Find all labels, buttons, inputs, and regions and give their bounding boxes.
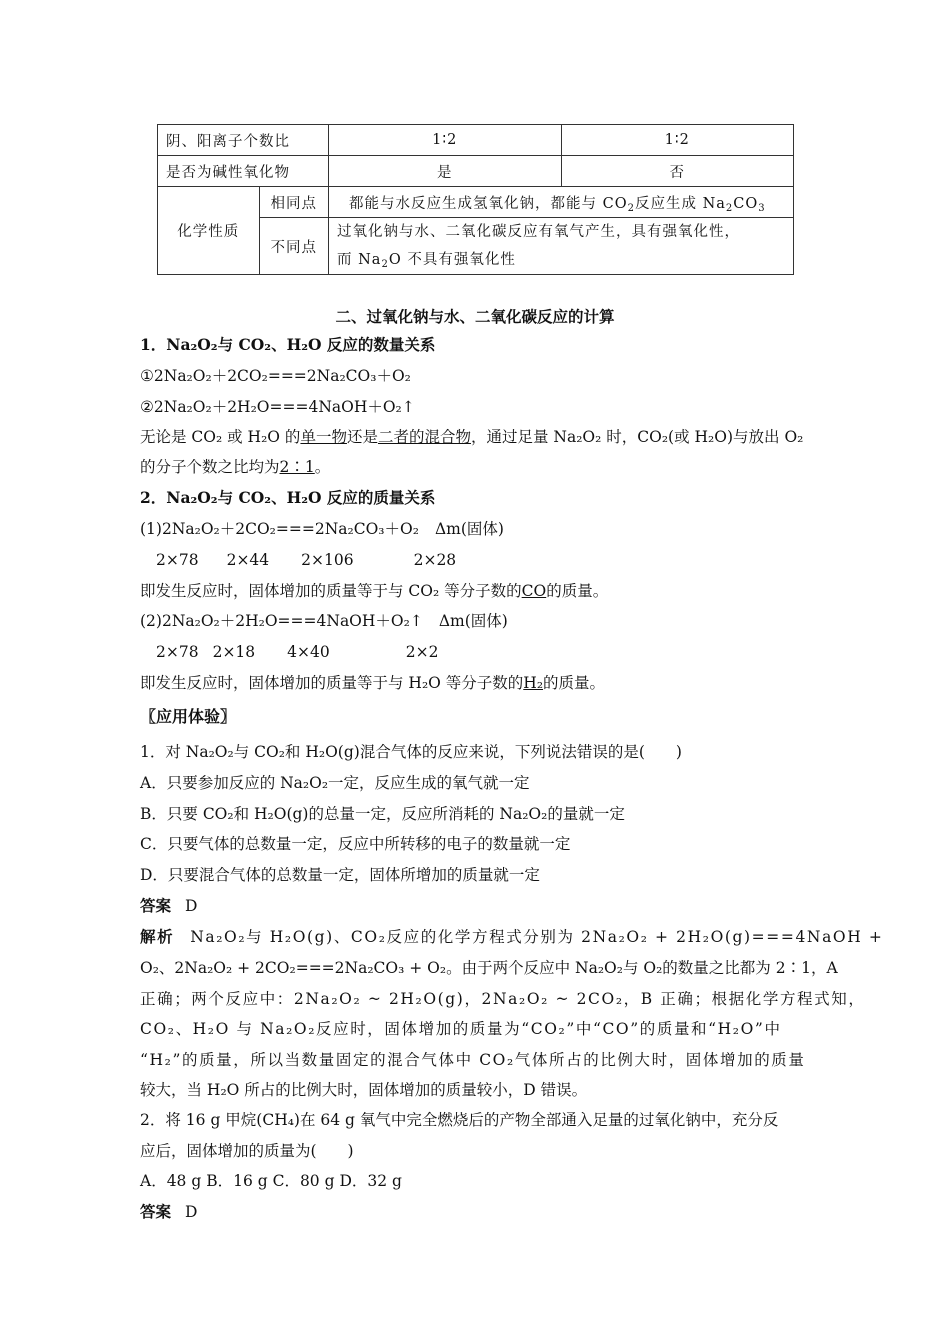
- equation: [140, 610, 508, 632]
- text: 无论是 CO₂ 或 H₂O 的: [140, 428, 301, 446]
- text: 的分子个数之比均为: [140, 458, 280, 476]
- practice-label: 〖应用体验〗: [140, 707, 237, 726]
- coef: 2×18: [212, 643, 256, 661]
- answer-value: D: [185, 897, 198, 915]
- table-cell: 1∶2: [561, 125, 794, 156]
- analysis-text: Na₂O₂与 H₂O(g)、CO₂反应的化学方程式分别为 2Na₂O₂ + 2H₂O(g)===4NaOH +: [190, 928, 884, 946]
- coef: 2×78: [156, 551, 199, 569]
- table-cell: 都能与水反应生成氢氧化钠，都能与 $CO_2$反应生成 $Na_2CO_3$: [329, 187, 794, 218]
- options: A．48 g B．16 g C．80 g D．32 g: [140, 1172, 402, 1190]
- underlined-text: 二者的混合物: [377, 428, 471, 446]
- answer-value: D: [185, 1203, 198, 1221]
- coefficients-row: [140, 549, 456, 571]
- answer-label: 答案: [140, 1202, 172, 1221]
- table-cell: 是: [329, 156, 562, 187]
- table-row: [158, 187, 794, 218]
- table-cell: 相同点: [259, 187, 328, 218]
- equation: ②2Na₂O₂＋2H₂O===4NaOH＋O₂↑: [140, 398, 415, 416]
- paragraph: [140, 426, 803, 448]
- underlined-text: CO: [521, 582, 547, 600]
- analysis-line: O₂、2Na₂O₂ + 2CO₂===2Na₂CO₃ + O₂。由于两个反应中 Na₂O₂与 O₂的数量之比都为 2∶1，A: [140, 959, 838, 977]
- table-row: [158, 156, 794, 187]
- option-c: C．只要气体的总数量一定，反应中所转移的电子的数量就一定: [140, 835, 571, 853]
- cell-text: O 不具有强氧化性: [388, 252, 516, 268]
- paragraph: [140, 672, 605, 694]
- text: 还是: [346, 428, 378, 446]
- table-cell: 阴、阳离子个数比: [158, 125, 329, 156]
- comparison-table: [157, 124, 794, 275]
- question-stem: 应后，固体增加的质量为( ): [140, 1142, 354, 1160]
- table-cell: 不同点: [259, 218, 328, 275]
- analysis-line: CO₂、H₂O 与 Na₂O₂反应时，固体增加的质量为“CO₂”中“CO”的质量和“H₂O”中: [140, 1020, 782, 1038]
- coef: 4×40: [287, 643, 330, 661]
- paragraph: [140, 456, 330, 478]
- underlined-text: 单一物: [300, 428, 347, 446]
- coef: 2×44: [226, 551, 270, 569]
- text: 即发生反应时，固体增加的质量等于与 H₂O 等分子数的: [140, 674, 524, 692]
- coefficients-row: [140, 641, 438, 663]
- delta-m: Δm(固体): [434, 520, 504, 538]
- coef: 2×28: [413, 551, 457, 569]
- section-title: 二、过氧化钠与水、二氧化碳反应的计算: [335, 307, 615, 326]
- cell-text: 过氧化钠与水、二氧化碳反应有氧气产生，具有强氧化性，: [337, 224, 740, 240]
- analysis-line: 正确；两个反应中：2Na₂O₂ ~ 2H₂O(g)，2Na₂O₂ ~ 2CO₂，B 正确；根据化学方程式知，: [140, 990, 866, 1008]
- option-a: A．只要参加反应的 Na₂O₂一定，反应生成的氧气就一定: [140, 774, 530, 792]
- question-stem: 1．对 Na₂O₂与 CO₂和 H₂O(g)混合气体的反应来说，下列说法错误的是( ): [140, 743, 682, 761]
- question-stem: 2．将 16 g 甲烷(CH₄)在 64 g 氧气中完全燃烧后的产物全部通入足量的过氧化钠中，充分反: [140, 1111, 779, 1129]
- analysis-label: 解析: [140, 927, 175, 946]
- coef: 2×106: [301, 551, 354, 569]
- cell-text: CO: [733, 195, 759, 212]
- underlined-text: 2∶1: [279, 458, 315, 476]
- table-cell: 是否为碱性氧化物: [158, 156, 329, 187]
- equation-text: (1)2Na₂O₂＋2CO₂===2Na₂CO₃＋O₂: [140, 520, 419, 538]
- text: ，通过足量 Na₂O₂ 时，CO₂(或 H₂O)与放出 O₂: [470, 428, 804, 446]
- table-cell: 否: [561, 156, 794, 187]
- subheading: 2．Na₂O₂与 CO₂、H₂O 反应的质量关系: [140, 488, 436, 507]
- equation: [140, 518, 504, 540]
- analysis-line: 较大，当 H₂O 所占的比例大时，固体增加的质量较小，D 错误。: [140, 1081, 588, 1099]
- cell-text: 反应生成 Na: [634, 195, 726, 212]
- equation: ①2Na₂O₂＋2CO₂===2Na₂CO₃＋O₂: [140, 367, 411, 385]
- delta-m: Δm(固体): [438, 612, 508, 630]
- analysis-line: “H₂”的质量，所以当数量固定的混合气体中 CO₂气体所占的比例大时，固体增加的质量: [140, 1051, 806, 1069]
- underlined-text: H₂: [523, 674, 544, 692]
- text: 即发生反应时，固体增加的质量等于与 CO₂ 等分子数的: [140, 582, 522, 600]
- coef: 2×78: [156, 643, 199, 661]
- paragraph: [140, 580, 608, 602]
- text: 的质量。: [543, 674, 606, 692]
- text: 的质量。: [546, 582, 609, 600]
- option-d: D．只要混合气体的总数量一定，固体所增加的质量就一定: [140, 866, 540, 884]
- table-cell: 化学性质: [158, 187, 260, 275]
- table-cell: 1∶2: [329, 125, 562, 156]
- subheading: 1．Na₂O₂与 CO₂、H₂O 反应的数量关系: [140, 335, 436, 354]
- option-b: B．只要 CO₂和 H₂O(g)的总量一定，反应所消耗的 Na₂O₂的量就一定: [140, 805, 625, 823]
- analysis-line: [140, 926, 883, 948]
- cell-text: 而 Na: [337, 252, 382, 268]
- table-cell: 过氧化钠与水、二氧化碳反应有氧气产生，具有强氧化性， 而 $Na_2O$ 不具有强氧化性: [329, 218, 794, 275]
- table-row: [158, 125, 794, 156]
- answer: [140, 895, 197, 917]
- answer: [140, 1201, 197, 1223]
- coef: 2×2: [405, 643, 439, 661]
- text: 。: [314, 458, 331, 476]
- answer-label: 答案: [140, 896, 172, 915]
- equation-text: (2)2Na₂O₂＋2H₂O===4NaOH＋O₂↑: [140, 612, 423, 630]
- cell-text: 都能与水反应生成氢氧化钠，都能与 CO: [349, 195, 628, 212]
